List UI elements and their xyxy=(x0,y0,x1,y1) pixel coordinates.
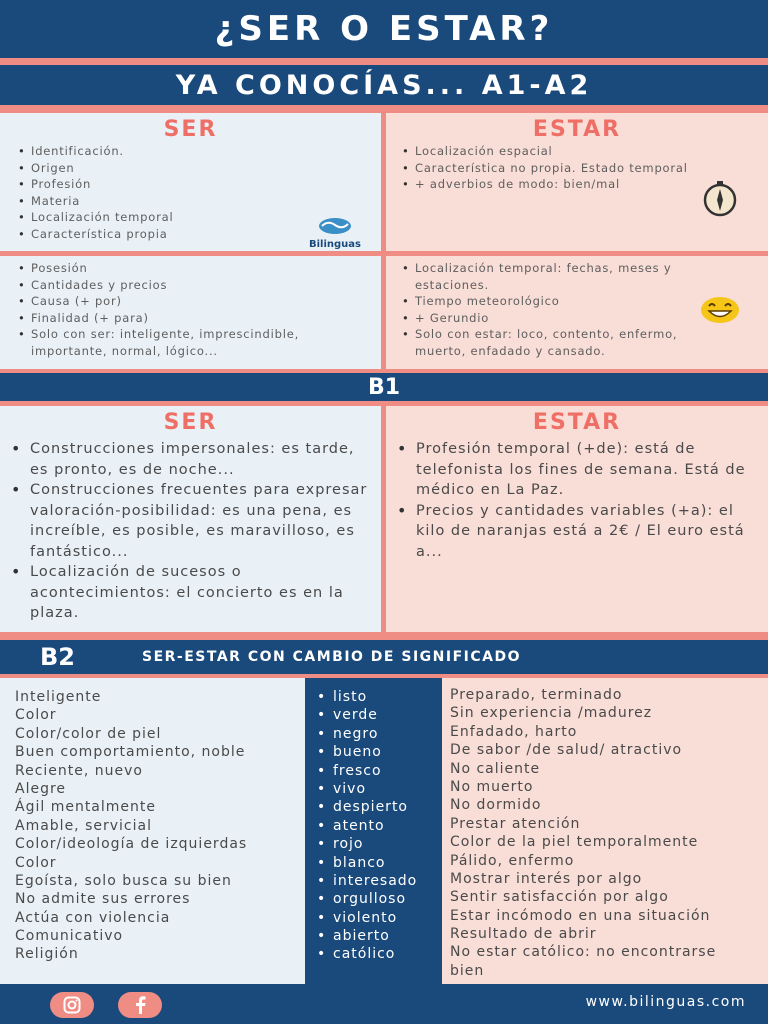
divider xyxy=(0,105,768,113)
list-item: Sin experiencia /madurez xyxy=(450,705,653,722)
list-item: No dormido xyxy=(450,797,542,814)
list-item: • bueno xyxy=(309,743,417,761)
list-item: Comunicativo xyxy=(15,928,124,945)
list-item: • atento xyxy=(309,817,417,835)
list-item: Egoísta, solo busca su bien xyxy=(15,872,232,889)
list-item: Color/color de piel xyxy=(15,725,162,742)
list-item: • negro xyxy=(309,725,417,743)
list-item: • Profesión temporal (+de): está de telefonista los fines de semana. Está de médico en La Paz. xyxy=(392,439,764,501)
estar-heading: ESTAR xyxy=(532,117,622,142)
divider xyxy=(0,58,768,65)
instagram-button[interactable] xyxy=(50,992,94,1018)
b2-label: B2 xyxy=(40,643,75,671)
b2-adjectives-panel xyxy=(305,678,442,984)
list-item: • Solo con ser: inteligente, imprescindible, importante, normal, lógico... xyxy=(16,326,366,359)
list-item: No admite sus errores xyxy=(15,891,191,908)
b1-ser-list xyxy=(6,439,370,624)
compass-icon xyxy=(695,181,745,217)
footer xyxy=(0,984,768,1024)
estar-heading: ESTAR xyxy=(532,410,622,435)
ser-top-list xyxy=(16,143,173,242)
list-item: Color xyxy=(15,854,57,871)
list-item: • Materia xyxy=(16,193,173,210)
list-item: • Tiempo meteorológico xyxy=(400,293,720,310)
list-item: • Característica propia xyxy=(16,226,173,243)
list-item: • Solo con estar: loco, contento, enfermo, muerto, enfadado y cansado. xyxy=(400,326,720,359)
estar-bottom-list xyxy=(400,260,720,359)
list-item: • Profesión xyxy=(16,176,173,193)
b1-estar-panel xyxy=(386,406,768,632)
list-item: Inteligente xyxy=(15,689,102,705)
b1-estar-list xyxy=(392,439,764,562)
list-item: Amable, servicial xyxy=(15,817,152,834)
list-item: Sentir satisfacción por algo xyxy=(450,889,669,906)
a1a2-ser-top-panel xyxy=(0,113,381,251)
list-item: • vivo xyxy=(309,780,417,798)
a1a2-ser-bottom-panel xyxy=(0,256,381,369)
list-item: • Localización temporal: fechas, meses y estaciones. xyxy=(400,260,720,293)
b2-estar-meanings-list xyxy=(450,686,716,980)
website-link[interactable]: www.bilinguas.com xyxy=(585,994,746,1010)
list-item: Estar incómodo en una situación xyxy=(450,907,711,924)
list-item: Actúa con violencia xyxy=(15,909,171,926)
list-item: • católico xyxy=(309,945,417,963)
list-item: • listo xyxy=(309,688,417,706)
page-title: ¿SER O ESTAR? xyxy=(0,0,768,58)
list-item: Color/ideología de izquierdas xyxy=(15,836,248,853)
list-item: • Causa (+ por) xyxy=(16,293,366,310)
list-item: • Identificación. xyxy=(16,143,173,160)
list-item: Ágil mentalmente xyxy=(15,799,157,816)
list-item: • interesado xyxy=(309,872,417,890)
list-item: • despierto xyxy=(309,798,417,816)
list-item: Mostrar interés por algo xyxy=(450,870,643,887)
list-item: De sabor /de salud/ atractivo xyxy=(450,742,683,759)
list-item: • + adverbios de modo: bien/mal xyxy=(400,176,760,193)
b2-ser-meanings-panel xyxy=(0,678,305,984)
b2-heading: SER-ESTAR CON CAMBIO DE SIGNIFICADO xyxy=(142,649,521,665)
list-item: • Localización de sucesos o acontecimientos: el concierto es en la plaza. xyxy=(6,562,370,624)
subtitle-band: YA CONOCÍAS... A1-A2 xyxy=(0,65,768,105)
list-item: Enfadado, harto xyxy=(450,723,578,740)
list-item: No muerto xyxy=(450,778,534,795)
list-item: • Finalidad (+ para) xyxy=(16,310,366,327)
list-item: • + Gerundio xyxy=(400,310,720,327)
b1-band: B1 xyxy=(0,373,768,401)
b2-adjectives-list xyxy=(309,688,417,964)
list-item: • verde xyxy=(309,706,417,724)
ser-heading: SER xyxy=(163,117,218,142)
list-item: Reciente, nuevo xyxy=(15,762,143,779)
list-item: • Precios y cantidades variables (+a): el kilo de naranjas está a 2€ / El euro está a... xyxy=(392,501,764,563)
list-item: • Localización temporal xyxy=(16,209,173,226)
b2-estar-meanings-panel xyxy=(442,678,768,984)
list-item: Preparado, terminado xyxy=(450,687,623,703)
divider xyxy=(0,632,768,640)
list-item: • orgulloso xyxy=(309,890,417,908)
list-item: • Construcciones frecuentes para expresar valoración-posibilidad: es una pena, es increíble, es posible, es maravilloso, es fantástico... xyxy=(6,480,370,562)
a1a2-estar-top-panel xyxy=(386,113,768,251)
list-item: • abierto xyxy=(309,927,417,945)
list-item: • fresco xyxy=(309,762,417,780)
list-item: bien xyxy=(450,962,485,979)
laughing-face-icon xyxy=(700,296,740,324)
facebook-icon xyxy=(134,996,146,1014)
globe-logo-icon xyxy=(316,217,354,235)
list-item: • Origen xyxy=(16,160,173,177)
list-item: Prestar atención xyxy=(450,815,581,832)
list-item: Buen comportamiento, noble xyxy=(15,744,246,761)
a1a2-estar-bottom-panel xyxy=(386,256,768,369)
list-item: • Posesión xyxy=(16,260,366,277)
list-item: No estar católico: no encontrarse xyxy=(450,944,717,961)
ser-bottom-list xyxy=(16,260,366,359)
bilinguas-logo xyxy=(298,217,372,250)
list-item: Pálido, enfermo xyxy=(450,852,575,869)
logo-text: Bilinguas xyxy=(308,239,361,250)
b2-band xyxy=(0,640,768,674)
b1-ser-panel xyxy=(0,406,381,632)
list-item: Religión xyxy=(15,946,79,963)
list-item: No caliente xyxy=(450,760,541,777)
list-item: • blanco xyxy=(309,854,417,872)
list-item: • Localización espacial xyxy=(400,143,760,160)
list-item: • violento xyxy=(309,909,417,927)
list-item: Color de la piel temporalmente xyxy=(450,834,699,851)
facebook-button[interactable] xyxy=(118,992,162,1018)
list-item: • Característica no propia. Estado temporal xyxy=(400,160,760,177)
list-item: • Construcciones impersonales: es tarde, es pronto, es de noche... xyxy=(6,439,370,480)
ser-heading: SER xyxy=(163,410,218,435)
instagram-icon xyxy=(63,996,81,1014)
list-item: • Cantidades y precios xyxy=(16,277,366,294)
list-item: Resultado de abrir xyxy=(450,926,597,943)
list-item: Color xyxy=(15,707,57,724)
list-item: Alegre xyxy=(15,780,67,797)
b2-ser-meanings-list xyxy=(15,688,247,964)
list-item: • rojo xyxy=(309,835,417,853)
